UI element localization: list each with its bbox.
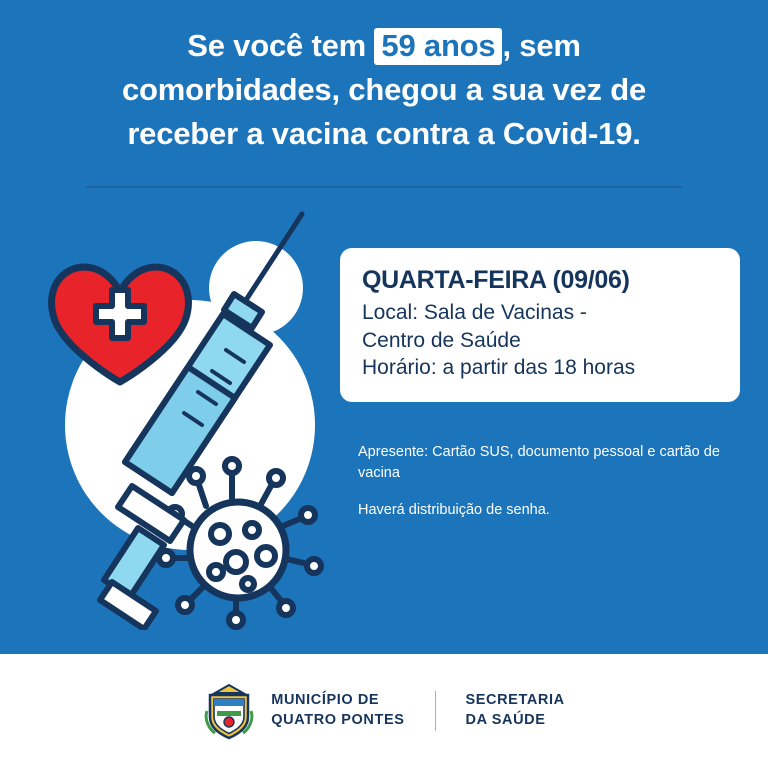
password-distribution-note: Haverá distribuição de senha.: [358, 502, 550, 518]
municipality-line-2: QUATRO PONTES: [271, 712, 405, 728]
headline-line-2: comorbidades, chegou a sua vez de: [121, 72, 646, 108]
event-details-card: [340, 248, 740, 402]
department-line-1: SECRETARIA: [465, 692, 565, 709]
age-highlight: 59 anos: [374, 28, 502, 65]
headline-text-after-highlight: , sem: [502, 28, 581, 63]
footer-bar: [0, 654, 768, 768]
headline-line-3: receber a vacina contra a Covid-19.: [127, 116, 641, 152]
municipality-line-1: MUNICÍPIO DE: [271, 692, 380, 709]
department-line-2: DA SAÚDE: [465, 712, 546, 728]
illustration-group: [20, 210, 370, 630]
footer-divider: [435, 691, 436, 731]
department-name: [466, 691, 565, 730]
event-time-line: Horário: a partir das 18 horas: [362, 356, 636, 380]
footer-content: [203, 681, 564, 741]
headline-line-1: [54, 24, 714, 68]
event-location-line-1: Local: Sala de Vacinas -: [362, 301, 587, 324]
headline-text-before-highlight: Se você tem: [187, 28, 375, 63]
event-location-line-2: Centro de Saúde: [362, 328, 521, 352]
required-documents-note: Apresente: Cartão SUS, documento pessoal e cartão de vacina: [358, 444, 720, 482]
municipality-name: [271, 691, 404, 730]
headline-divider: [86, 186, 682, 188]
coat-of-arms-icon: [203, 681, 255, 741]
event-day-title: QUARTA-FEIRA (09/06): [362, 266, 630, 294]
headline: [0, 24, 768, 156]
